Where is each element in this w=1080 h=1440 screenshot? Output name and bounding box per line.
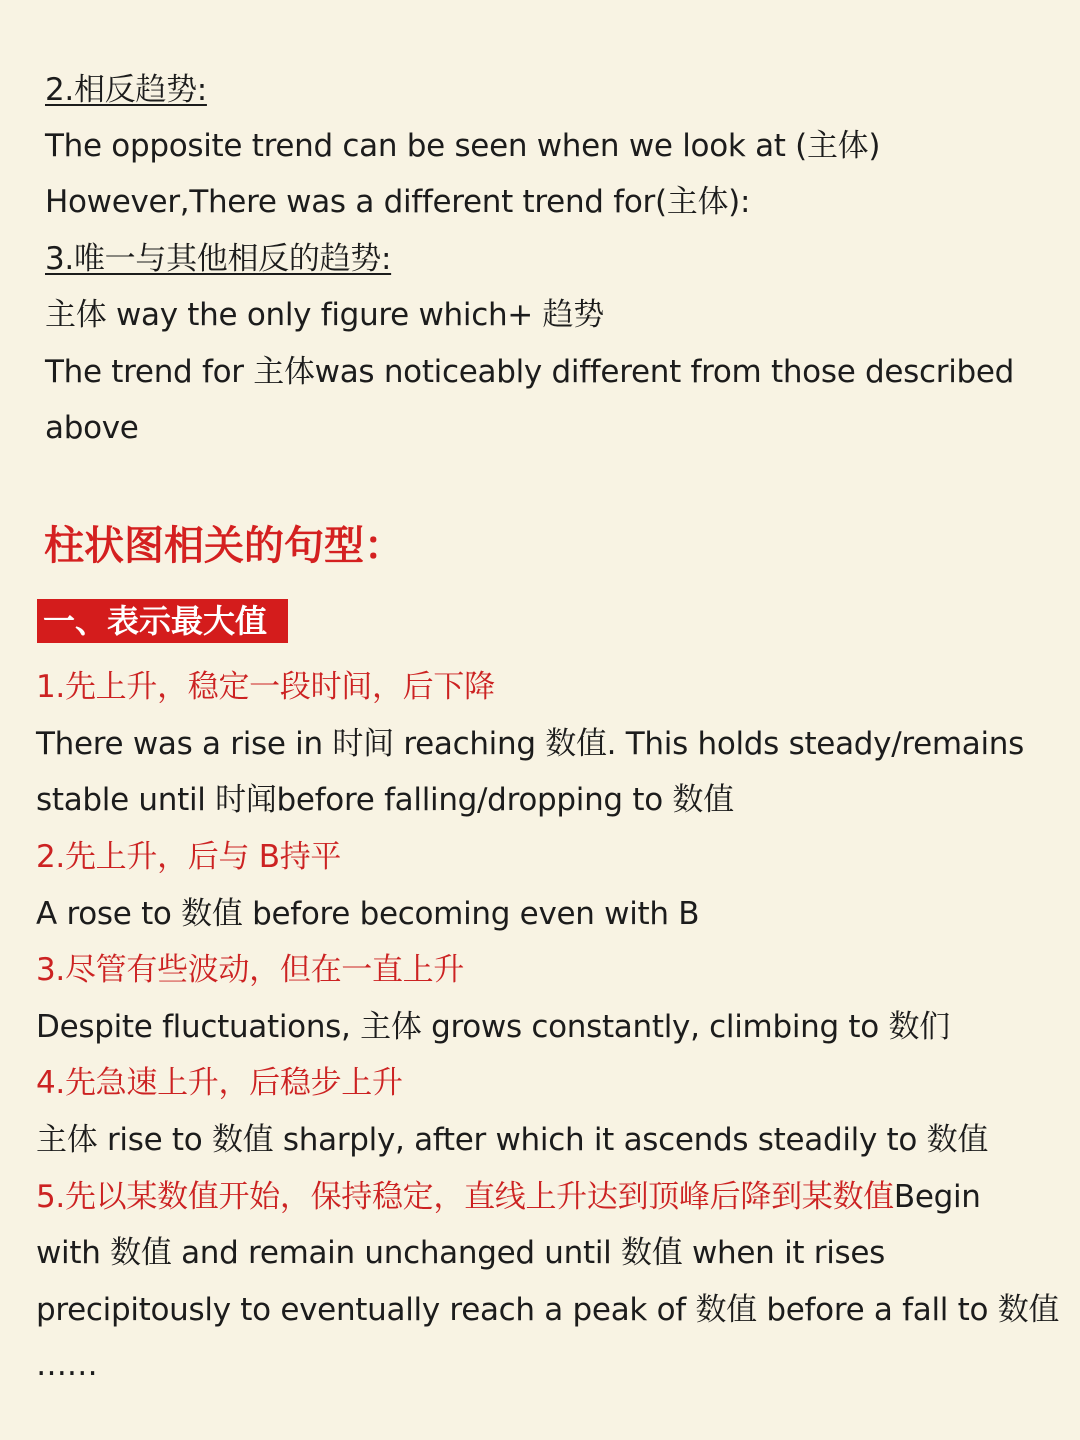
item-1-heading: 1.先上升，稳定一段时间，后下降 (36, 669, 495, 705)
item-1-line-2: stable until 时闻before falling/dropping to 数值 (36, 782, 734, 818)
sentence-noticeably-different: The trend for 主体was noticeably different from those described (45, 354, 1015, 390)
heading-unique-trend: 3.唯一与其他相反的趋势: (45, 241, 392, 277)
item-2-heading: 2.先上升，后与 B持平 (36, 839, 342, 875)
heading-opposite-trend: 2.相反趋势: (45, 72, 207, 108)
sentence-opposite-trend: The opposite trend can be seen when we look at (主体) (45, 128, 881, 164)
section-badge-label: 一、表示最大值 (43, 602, 268, 640)
item-5-line-1: with 数值 and remain unchanged until 数值 when it rises (36, 1235, 886, 1271)
item-5-line-2: precipitously to eventually reach a peak of 数值 before a fall to 数值 (36, 1292, 1060, 1328)
sentence-different-trend: However,There was a different trend for(主体): (45, 184, 751, 220)
item-3-line-1: Despite fluctuations, 主体 grows constantly, climbing to 数们 (36, 1009, 950, 1045)
item-1-line-1: There was a rise in 时间 reaching 数值. This holds steady/remains (36, 726, 1024, 762)
item-4-line-1: 主体 rise to 数值 sharply, after which it ascends steadily to 数值 (36, 1122, 989, 1158)
section-title: 柱状图相关的句型： (44, 523, 404, 569)
item-5-heading-tail: Begin (893, 1179, 981, 1215)
item-3-heading: 3.尽管有些波动，但在一直上升 (36, 952, 465, 988)
item-4-heading: 4.先急速上升，后稳步上升 (36, 1065, 403, 1101)
item-5-heading-line (36, 1177, 981, 1217)
section-badge (37, 599, 288, 643)
sentence-only-figure: 主体 way the only figure which+ 趋势 (45, 297, 604, 333)
item-5-heading: 5.先以某数值开始，保持稳定，直线上升达到顶峰后降到某数值 (36, 1179, 894, 1215)
item-5-ellipsis: …… (36, 1347, 98, 1383)
item-2-line-1: A rose to 数值 before becoming even with B (36, 896, 700, 932)
sentence-noticeably-different-cont: above (45, 410, 139, 446)
